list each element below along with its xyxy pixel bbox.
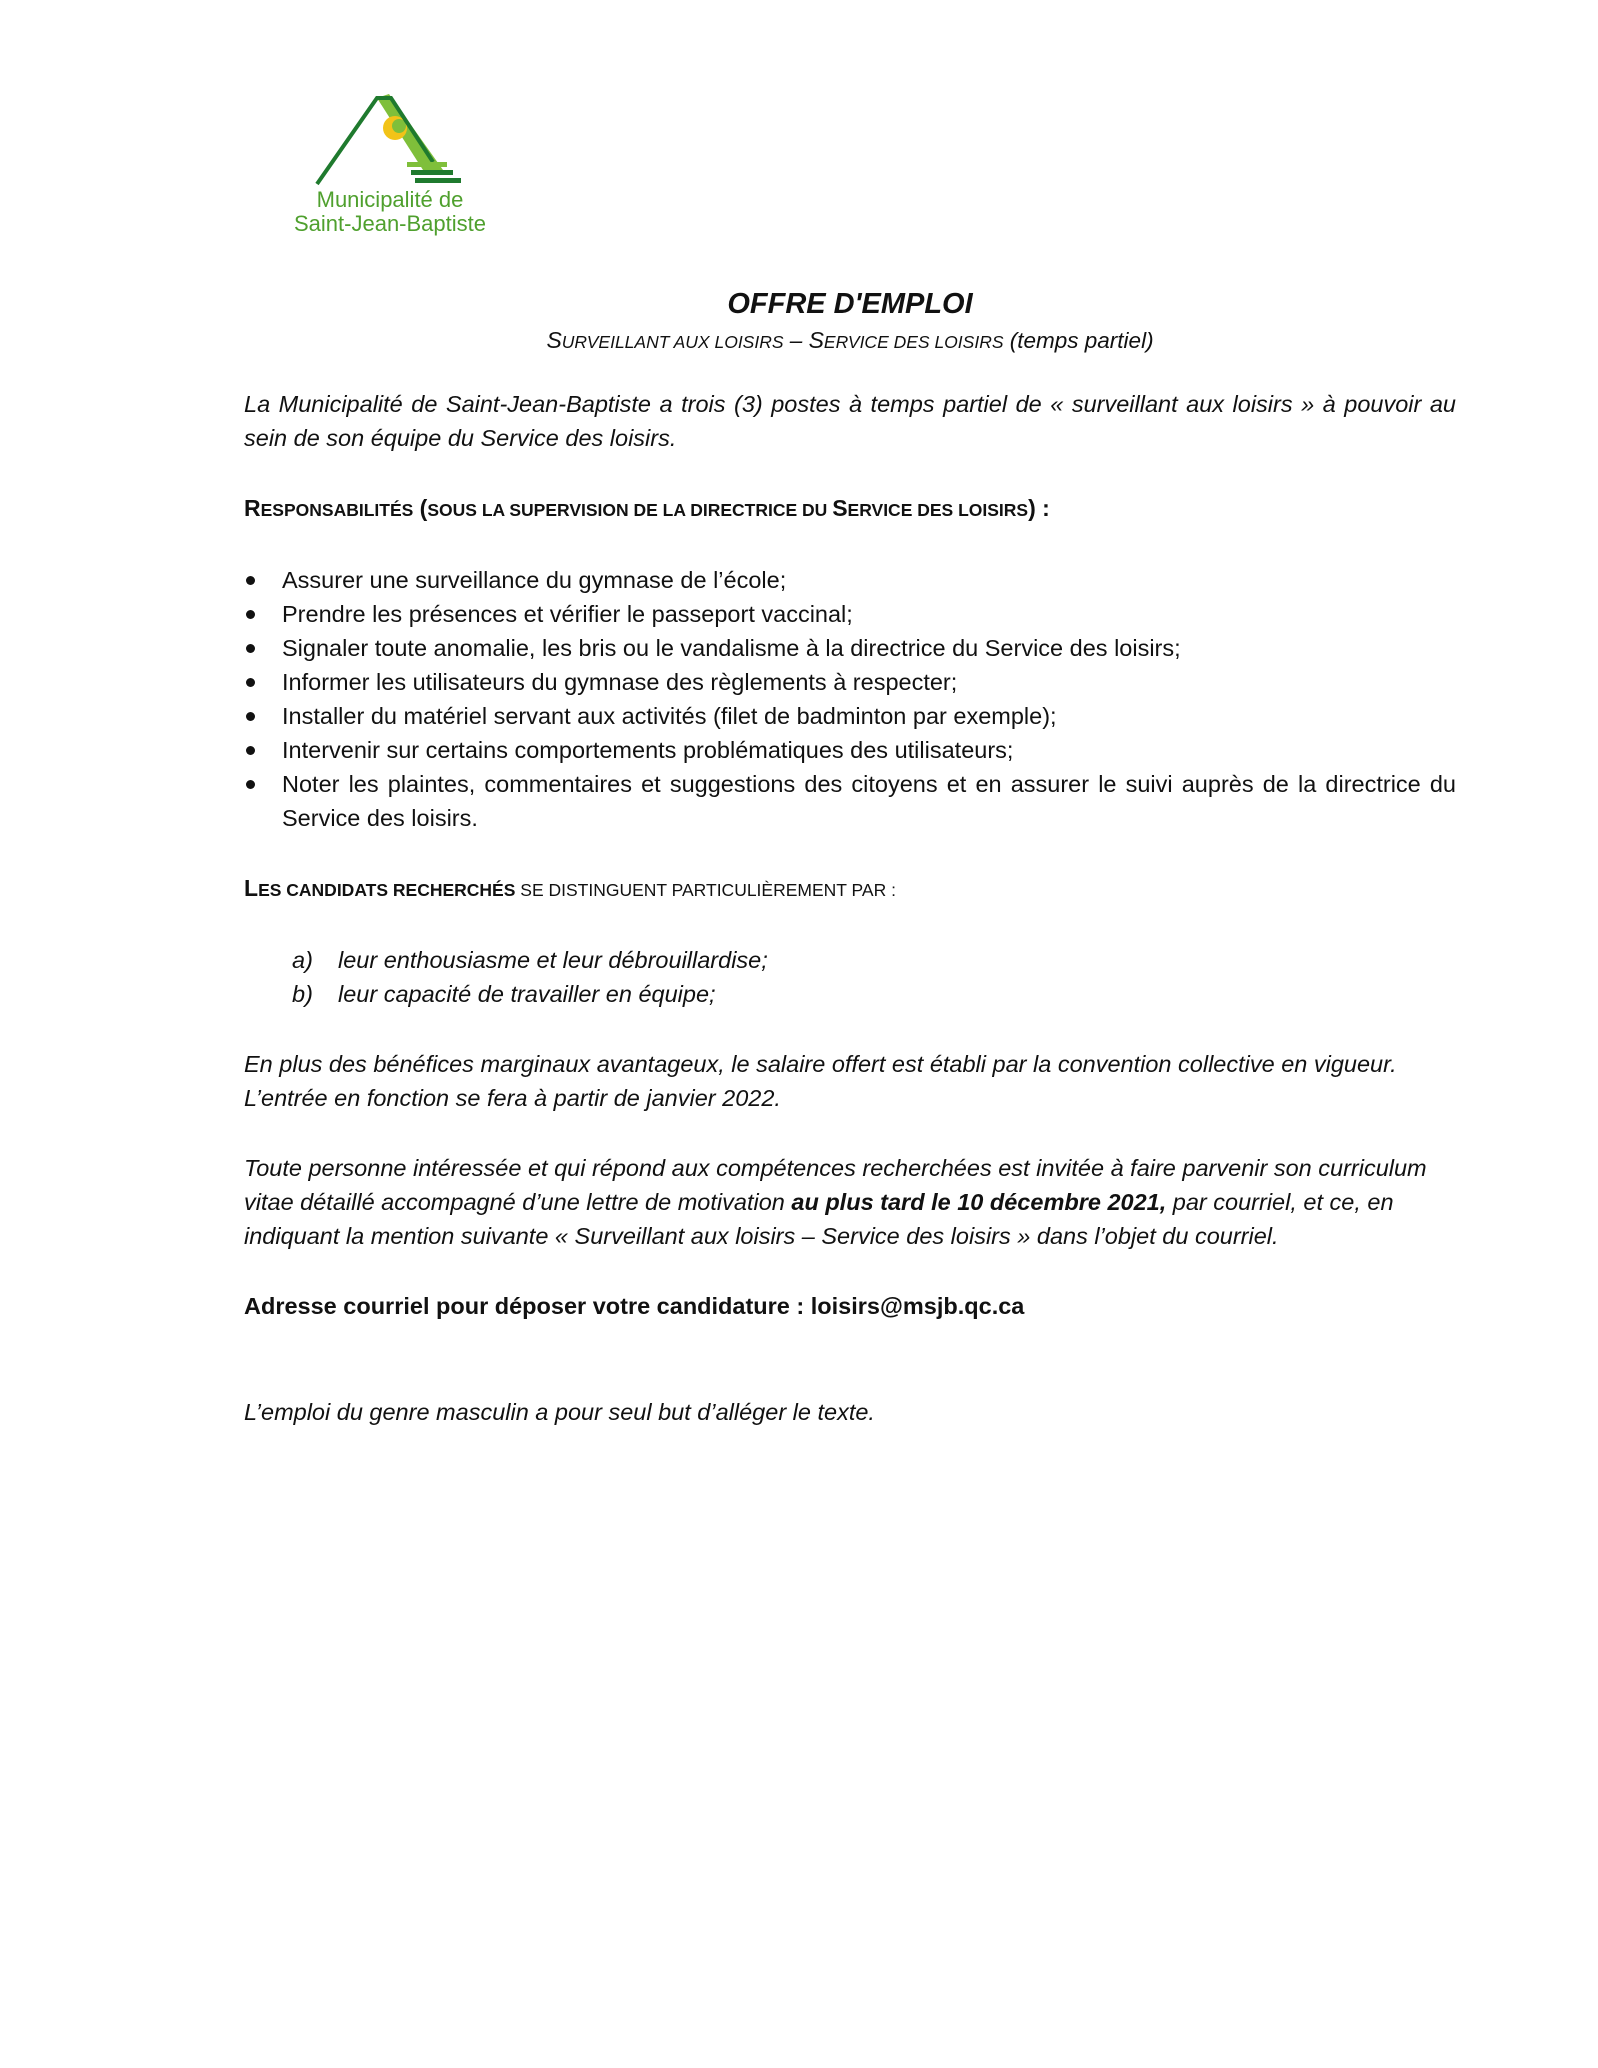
list-item: Intervenir sur certains comportements problématiques des utilisateurs; [244,733,1456,767]
bullet-icon [246,678,255,687]
candidates-heading: LES CANDIDATS RECHERCHÉS SE DISTINGUENT PARTICULIÈREMENT PAR : [244,875,896,901]
list-item: Installer du matériel servant aux activités (filet de badminton par exemple); [244,699,1456,733]
candidates-list [244,943,1456,1011]
list-item: Signaler toute anomalie, les bris ou le vandalisme à la directrice du Service des loisirs; [244,631,1456,665]
page-title: OFFRE D'EMPLOI [727,288,973,320]
application-deadline: au plus tard le 10 décembre 2021, [791,1189,1167,1215]
list-item: Assurer une surveillance du gymnase de l’école; [244,563,1456,597]
page-subtitle: SURVEILLANT AUX LOISIRS – SERVICE DES LOISIRS (temps partiel) [546,327,1154,353]
logo-text-line1: Municipalité de [316,187,464,212]
bullet-icon [246,780,255,789]
list-item: b) leur capacité de travailler en équipe; [292,981,716,1007]
intro-paragraph: La Municipalité de Saint-Jean-Baptiste a trois (3) postes à temps partiel de « surveillant aux loisirs » à pouvoir au sein de son équipe du Service des loisirs. [244,391,1456,451]
bullet-icon [246,644,255,653]
list-item: a) leur enthousiasme et leur débrouillardise; [292,947,768,973]
bullet-icon [246,610,255,619]
municipality-logo [275,92,505,242]
footnote: L’emploi du genre masculin a pour seul but d’alléger le texte. [244,1399,875,1425]
list-item: Prendre les présences et vérifier le passeport vaccinal; [244,597,1456,631]
bullet-icon [246,712,255,721]
email-line: Adresse courriel pour déposer votre candidature : loisirs@msjb.qc.ca [244,1293,1025,1319]
job-offer-document [244,285,1456,1429]
list-item: Informer les utilisateurs du gymnase des règlements à respecter; [244,665,1456,699]
mountain-logo-icon [315,92,465,188]
bullet-icon [246,576,255,585]
application-paragraph: Toute personne intéressée et qui répond aux compétences recherchées est invitée à faire parvenir son curriculum vitae détaillé accompagné d’une lettre de motivation au plus tard le 10 décembre 2021, par courriel, et ce, en indiquant la mention suivante « Surveillant aux loisirs – Service des loisirs » dans l’objet du courriel. [244,1155,1427,1249]
bullet-icon [246,746,255,755]
salary-paragraph: En plus des bénéfices marginaux avantageux, le salaire offert est établi par la convention collective en vigueur. L’entrée en fonction se fera à partir de janvier 2022. [244,1051,1397,1111]
logo-text-line2: Saint-Jean-Baptiste [294,211,486,236]
responsibilities-heading: RESPONSABILITÉS (SOUS LA SUPERVISION DE LA DIRECTRICE DU SERVICE DES LOISIRS) : [244,495,1050,521]
list-item: Noter les plaintes, commentaires et suggestions des citoyens et en assurer le suivi auprès de la directrice du Service des loisirs. [244,767,1456,835]
responsibilities-list [244,563,1456,835]
